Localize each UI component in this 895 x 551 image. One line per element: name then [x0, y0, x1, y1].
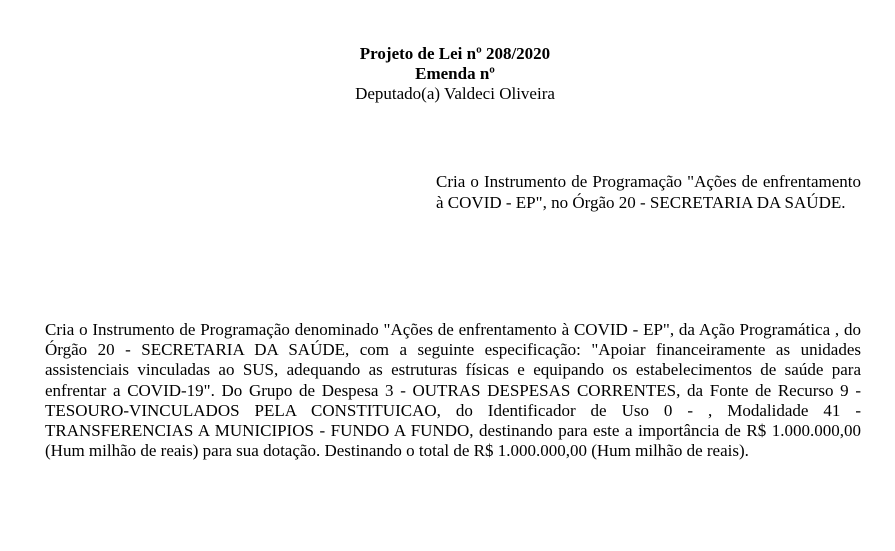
body-paragraph: Cria o Instrumento de Programação denominado "Ações de enfrentamento à COVID - EP", da Ação Programática , do Órgão 20 - SECRETARIA DA SAÚDE, com a seguinte especificação: "Apoiar financeiramente as unidades assistenciais vinculadas ao SUS, adequando as estruturas físicas e equipando os estabelecimentos de saúde para enfrentar a COVID-19". Do Grupo de Despesa 3 - OUTRAS DESPESAS CORRENTES, da Fonte de Recurso 9 - TESOURO-VINCULADOS PELA CONSTITUICAO, do Identificador de Uso 0 - , Modalidade 41 - TRANSFERENCIAS A MUNICIPIOS - FUNDO A FUNDO, destinando para este a importância de R$ 1.000.000,00 (Hum milhão de reais) para sua dotação. Destinando o total de R$ 1.000.000,00 (Hum milhão de reais).	[45, 320, 861, 461]
author-line: Deputado(a) Valdeci Oliveira	[355, 84, 555, 103]
summary-paragraph: Cria o Instrumento de Programação "Ações de enfrentamento à COVID - EP", no Órgão 20 - SECRETARIA DA SAÚDE.	[436, 172, 861, 212]
document-header	[0, 44, 895, 104]
amendment-label: Emenda nº	[415, 64, 495, 83]
bill-title: Projeto de Lei nº 208/2020	[359, 44, 551, 63]
